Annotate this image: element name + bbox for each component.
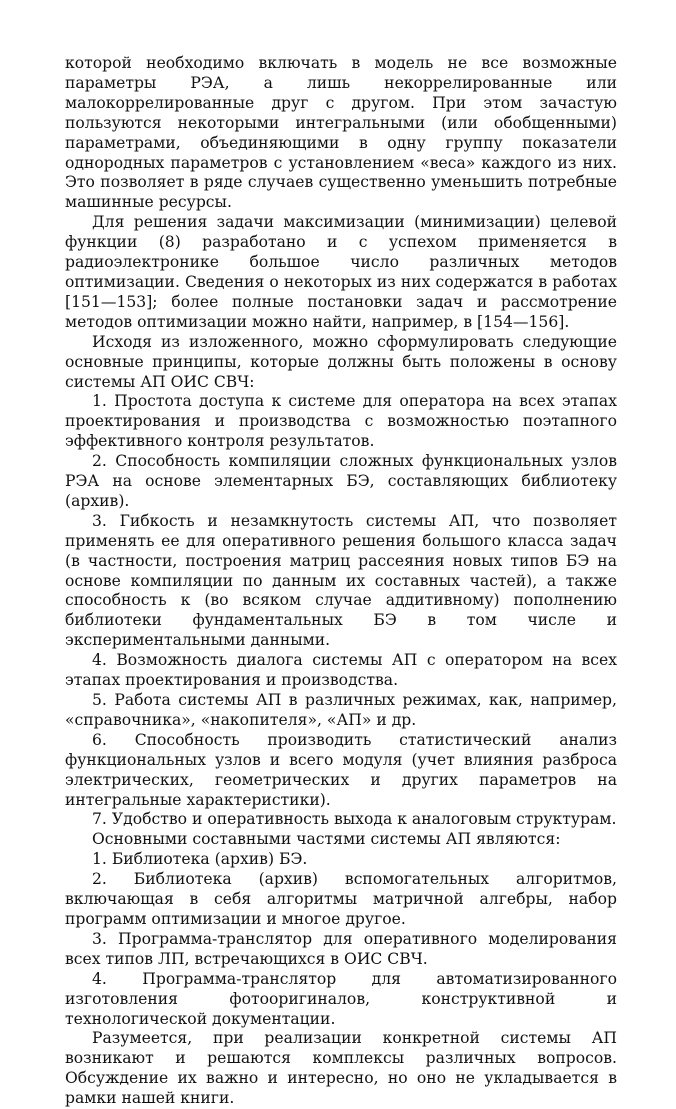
component-3: 3. Программа-транслятор для оперативного моделирования всех типов ЛП, встречающихся в ОИС СВЧ. bbox=[65, 929, 617, 968]
principle-4: 4. Возможность диалога системы АП с оператором на всех этапах проектирования и производства. bbox=[65, 651, 617, 690]
principle-1: 1. Простота доступа к системе для оператора на всех этапах проектирования и производства с возможностью поэтапного эффективного контроля результатов. bbox=[65, 392, 617, 451]
paragraph-conclusion: Разумеется, при реализации конкретной системы АП возникают и решаются комплексы различных вопросов. Обсуждение их важно и интересно, но оно не укладывается в рамки нашей книги. bbox=[65, 1029, 617, 1108]
component-2: 2. Библиотека (архив) вспомогательных алгоритмов, включающая в себя алгоритмы матричной алгебры, набор программ оптимизации и многое другое. bbox=[65, 870, 617, 928]
principle-6: 6. Способность производить статистический анализ функциональных узлов и всего модуля (учет влияния разброса электрических, геометрических и других параметров на интегральные характеристики). bbox=[65, 730, 617, 809]
component-1: 1. Библиотека (архив) БЭ. bbox=[92, 850, 308, 869]
principle-3: 3. Гибкость и незамкнутость системы АП, что позволяет применять ее для оперативного решения большого класса задач (в частности, построения матриц рассеяния новых типов БЭ на основе компиляции по данным их составных частей), а также способность к (во всяком случае аддитивному) пополнению библиотеки фундаментальных БЭ в том числе и экспериментальными данными. bbox=[65, 511, 617, 650]
principle-2: 2. Способность компиляции сложных функциональных узлов РЭА на основе элементарных БЭ, составляющих библиотеку (архив). bbox=[65, 452, 617, 510]
principle-7: 7. Удобство и оперативность выхода к аналоговым структурам. bbox=[92, 810, 617, 829]
page-text bbox=[65, 54, 617, 1109]
paragraph-optimization-methods: Для решения задачи максимизации (минимизации) целевой функции (8) разработано и с успехом применяется в радиоэлектронике большое число различных методов оптимизации. Сведения о некоторых из них содержатся в работах [151—153]; более полные постановки задач и рассмотрение методов оптимизации можно найти, например, в [154—156]. bbox=[65, 213, 617, 331]
principle-5: 5. Работа системы АП в различных режимах, как, например, «справочника», «накопителя», «АП» и др. bbox=[65, 691, 617, 729]
components-intro: Основными составными частями системы АП являются: bbox=[92, 830, 561, 849]
paragraph-continuation: которой необходимо включать в модель не все возможные параметры РЭА, а лишь некоррелированные или малокоррелированные друг с другом. При этом зачастую пользуются некоторыми интегральными (или обобщенными) параметрами, объединяющими в одну группу показатели однородных параметров с установлением «веса» каждого из них. Это позволяет в ряде случаев существенно уменьшить потребные машинные ресурсы. bbox=[65, 54, 617, 212]
component-4: 4. Программа-транслятор для автоматизированного изготовления фотооригиналов, конструктивной и технологической документации. bbox=[65, 969, 617, 1028]
paragraph-principles-intro: Исходя из изложенного, можно сформулировать следующие основные принципы, которые должны быть положены в основу системы АП ОИС СВЧ: bbox=[65, 332, 617, 391]
